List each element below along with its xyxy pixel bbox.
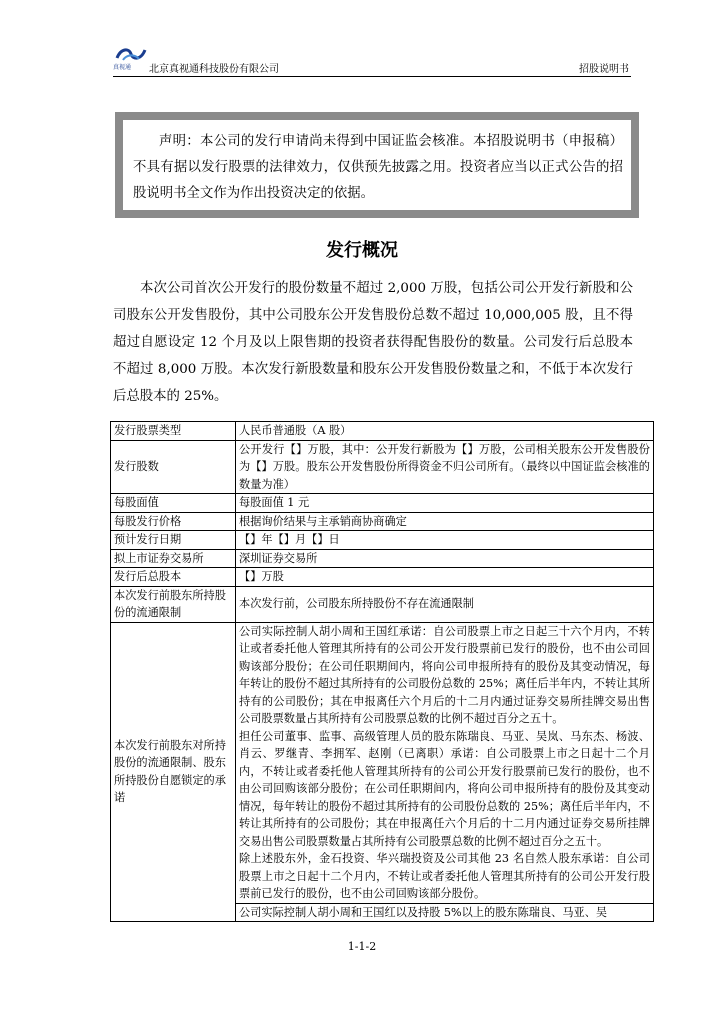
- disclaimer-inner: [123, 120, 631, 210]
- table-row: [111, 440, 654, 494]
- table-row: [111, 422, 654, 441]
- lockup-paragraph: 除上述股东外，金石投资、华兴瑞投资及公司其他 23 名自然人股东承诺：自公司股票上市之日起十二个月内，不转让或者委托他人管理其所持有的公司公开发行股票前已发行的股份，也不由公司回购该部分股份。: [236, 850, 653, 904]
- row-label: 拟上市证券交易所: [111, 549, 236, 568]
- row-value: 根据询价结果与主承销商协商确定: [236, 512, 654, 531]
- row-value: 本次发行前，公司股东所持股份不存在流通限制: [236, 586, 654, 622]
- disclaimer-box: [115, 112, 639, 218]
- intro-paragraph: 本次公司首次公开发行的股份数量不超过 2,000 万股，包括公司公开发行新股和公司股东公开发售股份，其中公司股东公开发售股份总数不超过 10,000,005 股，且不得超过自愿设定 12 个月及以上限售期的投资者获得配售股份的数量。公司发行后总股本不超过 8,000 万股。本次发行新股数量和股东公开发售股份数量之和，不低于本次发行后总股本的 25%。: [113, 281, 633, 404]
- row-value: 深圳证券交易所: [236, 549, 654, 568]
- row-value: 公开发行【】万股，其中：公开发行新股为【】万股，公司相关股东公开发售股份为【】万股。股东公开发售股份所得资金不归公司所有。（最终以中国证监会核准的数量为准）: [236, 440, 654, 494]
- table-row: [111, 512, 654, 531]
- row-value: 每股面值 1 元: [236, 494, 654, 513]
- row-label: 本次发行前股东对所持股份的流通限制、股东所持股份自愿锁定的承诺: [111, 622, 236, 921]
- row-label: 发行股数: [111, 440, 236, 494]
- lockup-paragraph: 担任公司董事、监事、高级管理人员的股东陈瑞良、马亚、吴岚、马东杰、杨波、肖云、罗继青、李拥军、赵刚（已离职）承诺：自公司股票上市之日起十二个月内，不转让或者委托他人管理其所持有的公司公开发行股票前已发行的股份，也不由公司回购该部分股份；在公司任职期间内，将向公司申报所持有的股份及其变动情况，每年转让的股份不超过其所持有的公司股份总数的 25%；离任后半年内，不转让其所持有的公司股份；其在申报离任六个月后的十二月内通过证券交易所挂牌交易出售公司股票数量占其所持有公司股票总数的比例不超过百分之五十。: [239, 729, 650, 848]
- table-row: [111, 586, 654, 622]
- row-label: 本次发行前股东所持股份的流通限制: [111, 586, 236, 622]
- row-label: 发行后总股本: [111, 568, 236, 587]
- row-label: 预计发行日期: [111, 531, 236, 550]
- document-type: 招股说明书: [579, 64, 629, 75]
- table-row: [111, 549, 654, 568]
- section-title: 发行概况: [326, 240, 398, 261]
- row-value: 【】年【】月【】日: [236, 531, 654, 550]
- row-label: 每股发行价格: [111, 512, 236, 531]
- table-row: [111, 494, 654, 513]
- offering-table: [110, 421, 654, 922]
- row-label: 每股面值: [111, 494, 236, 513]
- table-row: [111, 568, 654, 587]
- page-number: 1-1-2: [347, 940, 377, 953]
- logo-text: 真视通: [113, 64, 132, 71]
- company-name: 北京真视通科技股份有限公司: [149, 64, 279, 75]
- page-header: [113, 46, 631, 77]
- company-logo: [113, 46, 153, 72]
- table-row: [111, 531, 654, 550]
- disclaimer-text: 声明：本公司的发行申请尚未得到中国证监会核准。本招股说明书（申报稿）不具有据以发行股票的法律效力，仅供预先披露之用。投资者应当以正式公告的招股说明书全文作为作出投资决定的依据。: [133, 134, 623, 201]
- row-value: 【】万股: [236, 568, 654, 587]
- row-label: 发行股票类型: [111, 422, 236, 441]
- lockup-cell: [236, 622, 654, 921]
- lockup-paragraph: 公司实际控制人胡小周和王国红以及持股 5%以上的股东陈瑞良、马亚、吴: [239, 905, 608, 919]
- table-row-lockup: [111, 622, 654, 921]
- lockup-paragraph: 公司实际控制人胡小周和王国红承诺：自公司股票上市之日起三十六个月内，不转让或者委托他人管理其所持有的公司公开发行股票前已发行的股份，也不由公司回购该部分股份；在公司任职期间内，将向公司申报所持有的股份及其变动情况，每年转让的股份不超过其所持有的公司股份总数的 25%；离任后半年内，不转让其所持有的公司股份；其在申报离任六个月后的十二月内通过证券交易所挂牌交易出售公司股票数量占其所持有公司股票总数的比例不超过百分之五十。: [239, 624, 650, 725]
- row-value: 人民币普通股（A 股）: [236, 422, 654, 441]
